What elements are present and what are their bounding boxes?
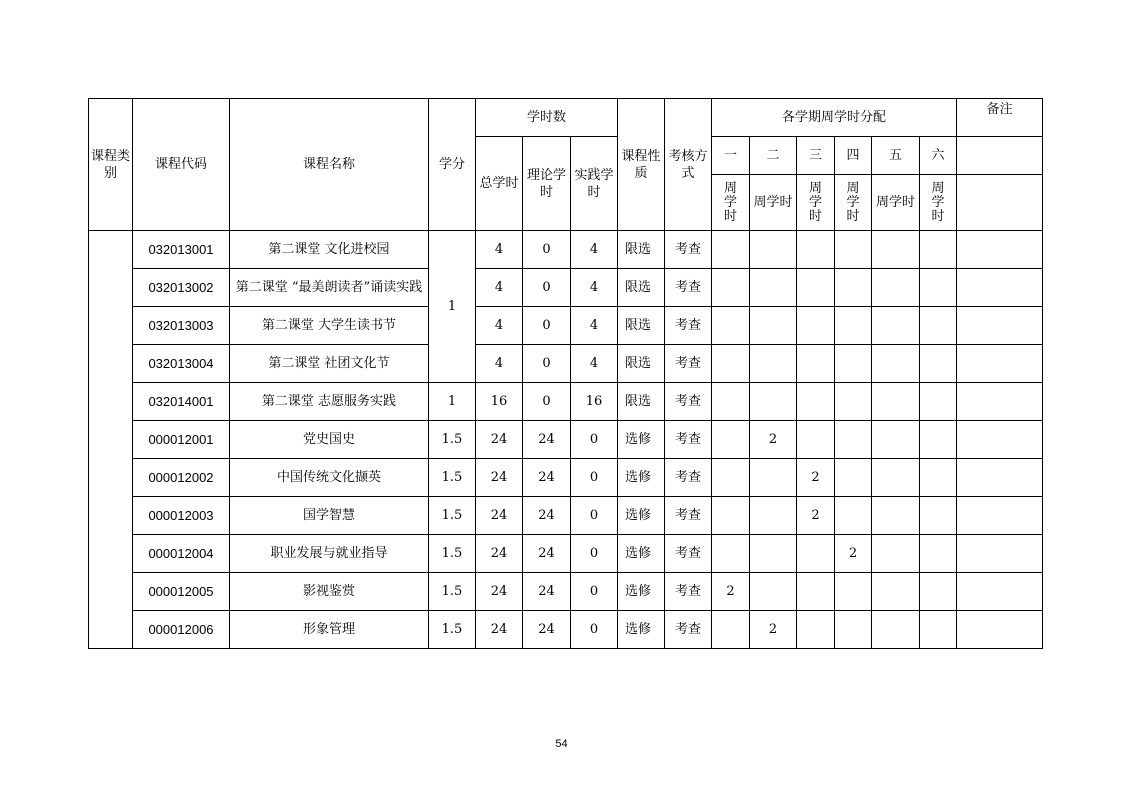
theory-hours: 24: [523, 535, 571, 573]
weekly-hours-label-1: 周学时: [712, 175, 750, 231]
table-row: [89, 383, 1043, 421]
page-number: 54: [555, 738, 568, 750]
theory-hours: 24: [523, 611, 571, 649]
remarks-cell: [957, 497, 1043, 535]
semester-3-hours: [797, 421, 835, 459]
practice-hours: 0: [571, 459, 618, 497]
course-credit: 1: [429, 383, 476, 421]
course-code: 032013004: [133, 345, 230, 383]
header-semester-group: 各学期周学时分配: [712, 99, 957, 137]
header-nature: 课程性质: [618, 99, 665, 231]
remarks-cell: [957, 611, 1043, 649]
semester-6-hours: [920, 383, 957, 421]
category-cell: [89, 231, 133, 649]
table-row: [89, 307, 1043, 345]
course-name: 第二课堂 社团文化节: [230, 345, 429, 383]
semester-1-hours: 2: [712, 573, 750, 611]
header-remarks-blank: [957, 137, 1043, 175]
course-nature: 选修: [618, 611, 665, 649]
semester-2-hours: [750, 307, 797, 345]
header-remarks-blank-2: [957, 175, 1043, 231]
weekly-hours-label-4: 周学时: [835, 175, 872, 231]
header-semester-1: 一: [712, 137, 750, 175]
table-row: [89, 269, 1043, 307]
semester-1-hours: [712, 535, 750, 573]
course-name: 第二课堂 “最美朗读者”诵读实践: [230, 269, 429, 307]
table-row: [89, 535, 1043, 573]
practice-hours: 0: [571, 535, 618, 573]
semester-2-hours: 2: [750, 611, 797, 649]
course-nature: 限选: [618, 307, 665, 345]
semester-1-hours: [712, 307, 750, 345]
semester-2-hours: [750, 573, 797, 611]
assessment-method: 考查: [665, 269, 712, 307]
table-row: [89, 345, 1043, 383]
assessment-method: 考查: [665, 535, 712, 573]
course-credit: 1.5: [429, 573, 476, 611]
semester-6-hours: [920, 611, 957, 649]
total-hours: 24: [476, 535, 523, 573]
course-name: 国学智慧: [230, 497, 429, 535]
assessment-method: 考查: [665, 307, 712, 345]
remarks-cell: [957, 345, 1043, 383]
course-credit: 1.5: [429, 535, 476, 573]
semester-2-hours: [750, 231, 797, 269]
remarks-cell: [957, 383, 1043, 421]
semester-2-hours: 2: [750, 421, 797, 459]
theory-hours: 24: [523, 497, 571, 535]
header-credit: 学分: [429, 99, 476, 231]
semester-2-hours: [750, 497, 797, 535]
course-code: 000012002: [133, 459, 230, 497]
practice-hours: 4: [571, 307, 618, 345]
semester-1-hours: [712, 421, 750, 459]
header-semester-3: 三: [797, 137, 835, 175]
semester-5-hours: [872, 421, 920, 459]
semester-1-hours: [712, 231, 750, 269]
semester-5-hours: [872, 497, 920, 535]
semester-4-hours: [835, 611, 872, 649]
course-code: 000012003: [133, 497, 230, 535]
total-hours: 4: [476, 269, 523, 307]
semester-4-hours: [835, 383, 872, 421]
theory-hours: 24: [523, 573, 571, 611]
semester-3-hours: [797, 231, 835, 269]
header-hours-group: 学时数: [476, 99, 618, 137]
semester-3-hours: 2: [797, 459, 835, 497]
semester-6-hours: [920, 459, 957, 497]
header-category: 课程类别: [89, 99, 133, 231]
course-credit: 1.5: [429, 497, 476, 535]
course-nature: 限选: [618, 231, 665, 269]
semester-3-hours: [797, 269, 835, 307]
theory-hours: 0: [523, 345, 571, 383]
semester-3-hours: [797, 611, 835, 649]
course-code: 000012006: [133, 611, 230, 649]
course-nature: 限选: [618, 269, 665, 307]
course-code: 032013002: [133, 269, 230, 307]
practice-hours: 0: [571, 421, 618, 459]
remarks-cell: [957, 573, 1043, 611]
semester-4-hours: [835, 459, 872, 497]
header-assessment: 考核方式: [665, 99, 712, 231]
semester-3-hours: [797, 307, 835, 345]
practice-hours: 0: [571, 497, 618, 535]
assessment-method: 考查: [665, 345, 712, 383]
remarks-cell: [957, 231, 1043, 269]
course-nature: 选修: [618, 459, 665, 497]
table-row: [89, 421, 1043, 459]
header-semester-5: 五: [872, 137, 920, 175]
total-hours: 4: [476, 231, 523, 269]
remarks-cell: [957, 421, 1043, 459]
semester-1-hours: [712, 269, 750, 307]
semester-6-hours: [920, 421, 957, 459]
course-name: 形象管理: [230, 611, 429, 649]
table-row: [89, 611, 1043, 649]
course-code: 032013001: [133, 231, 230, 269]
course-table: [88, 98, 1043, 649]
total-hours: 24: [476, 421, 523, 459]
assessment-method: 考查: [665, 497, 712, 535]
semester-3-hours: [797, 345, 835, 383]
semester-4-hours: [835, 573, 872, 611]
semester-1-hours: [712, 611, 750, 649]
practice-hours: 4: [571, 269, 618, 307]
assessment-method: 考查: [665, 383, 712, 421]
total-hours: 16: [476, 383, 523, 421]
semester-3-hours: [797, 573, 835, 611]
semester-3-hours: 2: [797, 497, 835, 535]
semester-4-hours: [835, 231, 872, 269]
total-hours: 24: [476, 611, 523, 649]
course-name: 职业发展与就业指导: [230, 535, 429, 573]
semester-5-hours: [872, 231, 920, 269]
course-name: 第二课堂 志愿服务实践: [230, 383, 429, 421]
assessment-method: 考查: [665, 611, 712, 649]
semester-5-hours: [872, 307, 920, 345]
assessment-method: 考查: [665, 459, 712, 497]
semester-5-hours: [872, 269, 920, 307]
remarks-cell: [957, 535, 1043, 573]
course-credit: 1: [429, 231, 476, 383]
course-code: 032013003: [133, 307, 230, 345]
course-name: 影视鉴赏: [230, 573, 429, 611]
weekly-hours-label-5: 周学时: [872, 175, 920, 231]
table-row: [89, 231, 1043, 269]
theory-hours: 0: [523, 269, 571, 307]
course-code: 032014001: [133, 383, 230, 421]
header-total-hours: 总学时: [476, 137, 523, 231]
semester-4-hours: [835, 421, 872, 459]
course-credit: 1.5: [429, 421, 476, 459]
semester-3-hours: [797, 535, 835, 573]
semester-6-hours: [920, 269, 957, 307]
theory-hours: 24: [523, 421, 571, 459]
semester-6-hours: [920, 535, 957, 573]
table-row: [89, 497, 1043, 535]
practice-hours: 4: [571, 231, 618, 269]
semester-4-hours: [835, 269, 872, 307]
assessment-method: 考查: [665, 421, 712, 459]
course-credit: 1.5: [429, 459, 476, 497]
total-hours: 24: [476, 573, 523, 611]
course-nature: 选修: [618, 573, 665, 611]
weekly-hours-label-6: 周学时: [920, 175, 957, 231]
semester-6-hours: [920, 497, 957, 535]
semester-4-hours: [835, 345, 872, 383]
course-code: 000012001: [133, 421, 230, 459]
remarks-cell: [957, 307, 1043, 345]
semester-6-hours: [920, 307, 957, 345]
semester-2-hours: [750, 269, 797, 307]
total-hours: 24: [476, 459, 523, 497]
course-nature: 选修: [618, 535, 665, 573]
semester-5-hours: [872, 611, 920, 649]
semester-2-hours: [750, 383, 797, 421]
semester-1-hours: [712, 345, 750, 383]
table-row: [89, 573, 1043, 611]
assessment-method: 考查: [665, 573, 712, 611]
practice-hours: 0: [571, 573, 618, 611]
practice-hours: 16: [571, 383, 618, 421]
practice-hours: 0: [571, 611, 618, 649]
semester-1-hours: [712, 497, 750, 535]
semester-5-hours: [872, 535, 920, 573]
course-code: 000012004: [133, 535, 230, 573]
header-semester-2: 二: [750, 137, 797, 175]
semester-2-hours: [750, 535, 797, 573]
course-nature: 选修: [618, 421, 665, 459]
course-name: 第二课堂 文化进校园: [230, 231, 429, 269]
header-code: 课程代码: [133, 99, 230, 231]
course-nature: 限选: [618, 345, 665, 383]
semester-1-hours: [712, 383, 750, 421]
assessment-method: 考查: [665, 231, 712, 269]
remarks-cell: [957, 459, 1043, 497]
header-semester-6: 六: [920, 137, 957, 175]
semester-4-hours: [835, 497, 872, 535]
theory-hours: 0: [523, 231, 571, 269]
table-row: [89, 459, 1043, 497]
semester-2-hours: [750, 345, 797, 383]
header-remarks: 备注: [957, 99, 1043, 137]
semester-5-hours: [872, 345, 920, 383]
course-credit: 1.5: [429, 611, 476, 649]
total-hours: 4: [476, 345, 523, 383]
semester-5-hours: [872, 573, 920, 611]
header-semester-4: 四: [835, 137, 872, 175]
semester-1-hours: [712, 459, 750, 497]
theory-hours: 0: [523, 307, 571, 345]
semester-4-hours: [835, 307, 872, 345]
total-hours: 24: [476, 497, 523, 535]
theory-hours: 24: [523, 459, 571, 497]
course-nature: 限选: [618, 383, 665, 421]
header-theory-hours: 理论学时: [523, 137, 571, 231]
semester-6-hours: [920, 573, 957, 611]
semester-5-hours: [872, 383, 920, 421]
semester-6-hours: [920, 345, 957, 383]
semester-3-hours: [797, 383, 835, 421]
total-hours: 4: [476, 307, 523, 345]
course-code: 000012005: [133, 573, 230, 611]
weekly-hours-label-2: 周学时: [750, 175, 797, 231]
header-practice-hours: 实践学时: [571, 137, 618, 231]
semester-4-hours: 2: [835, 535, 872, 573]
semester-5-hours: [872, 459, 920, 497]
course-name: 中国传统文化撷英: [230, 459, 429, 497]
weekly-hours-label-3: 周学时: [797, 175, 835, 231]
course-nature: 选修: [618, 497, 665, 535]
remarks-cell: [957, 269, 1043, 307]
theory-hours: 0: [523, 383, 571, 421]
header-name: 课程名称: [230, 99, 429, 231]
semester-6-hours: [920, 231, 957, 269]
practice-hours: 4: [571, 345, 618, 383]
course-name: 党史国史: [230, 421, 429, 459]
course-name: 第二课堂 大学生读书节: [230, 307, 429, 345]
semester-2-hours: [750, 459, 797, 497]
